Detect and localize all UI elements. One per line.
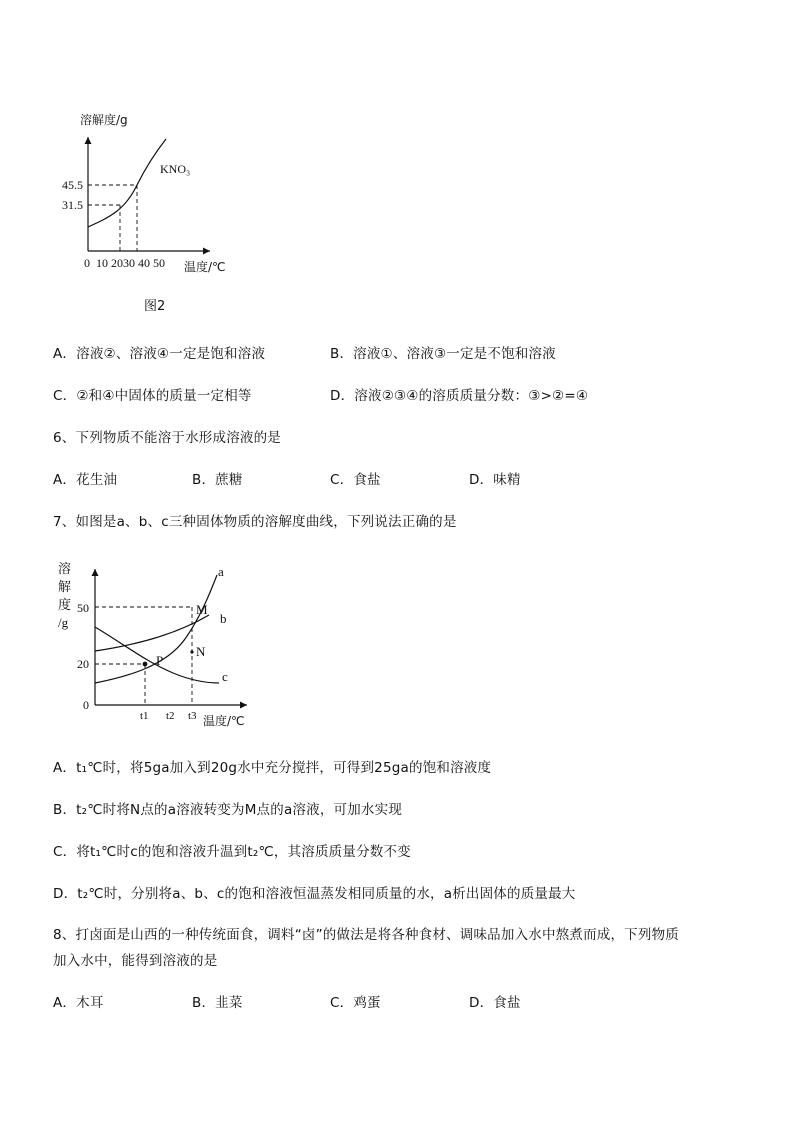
- q8-option-b: B．韭菜: [192, 995, 243, 1011]
- figure1-curve-label: KNO₃: [160, 162, 191, 176]
- q7-option-a: A．t₁℃时，将5ga加入到20g水中充分搅拌，可得到25ga的饱和溶液度: [53, 760, 492, 776]
- figure2-label-b: b: [220, 611, 227, 626]
- figure1-xticks: 0 10 2030 40 50: [84, 256, 165, 270]
- q5-option-b: B．溶液①、溶液③一定是不饱和溶液: [330, 346, 556, 362]
- figure-abc-solubility: [55, 555, 255, 730]
- figure2-label-c: c: [222, 669, 228, 684]
- figure1-caption: 图2: [144, 299, 166, 314]
- figure2-ytick-0: 0: [83, 698, 89, 712]
- q7-option-d: D．t₂℃时，分别将a、b、c的饱和溶液恒温蒸发相同质量的水，a析出固体的质量最大: [53, 886, 576, 902]
- q8-option-a: A．木耳: [53, 995, 104, 1011]
- q6-option-b: B．蔗糖: [192, 472, 243, 488]
- q6-option-c: C．食盐: [330, 472, 381, 488]
- q6-option-d: D．味精: [469, 472, 521, 488]
- q8-stem-line1: 8、打卤面是山西的一种传统面食，调料“卤”的做法是将各种食材、调味品加入水中熬煮而成，下列物质: [53, 927, 679, 943]
- figure2-label-p: P: [156, 653, 164, 668]
- figure2-xtick-t1: t1: [140, 710, 149, 722]
- figure2-ylabel-3: 度: [58, 598, 72, 613]
- figure2-ylabel-4: /g: [58, 615, 69, 630]
- figure1-ylabel: 溶解度/g: [80, 113, 128, 127]
- q6-stem: 6、下列物质不能溶于水形成溶液的是: [53, 430, 281, 446]
- q7-option-b: B．t₂℃时将N点的a溶液转变为M点的a溶液，可加水实现: [53, 802, 403, 818]
- q7-stem: 7、如图是a、b、c三种固体物质的溶解度曲线，下列说法正确的是: [53, 514, 457, 530]
- figure2-xlabel: 温度/℃: [203, 714, 245, 728]
- figure2-point-n: [190, 650, 193, 653]
- figure2-ytick-50: 50: [77, 601, 89, 615]
- q6-option-a: A．花生油: [53, 472, 118, 488]
- figure2-label-a: a: [218, 564, 224, 579]
- q8-option-d: D．食盐: [469, 995, 521, 1011]
- q5-option-c: C．②和④中固体的质量一定相等: [53, 388, 252, 404]
- figure1-ytick-31: 31.5: [62, 198, 83, 212]
- figure2-xtick-t3: t3: [188, 710, 197, 722]
- figure2-point-p: [143, 662, 148, 667]
- q8-stem-line2: 加入水中，能得到溶液的是: [53, 953, 218, 969]
- figure2-label-n: N: [196, 644, 206, 659]
- figure-knoe3-solubility: [62, 105, 270, 275]
- q8-option-c: C．鸡蛋: [330, 995, 381, 1011]
- q5-option-d: D．溶液②③④的溶质质量分数：③>②=④: [330, 388, 589, 404]
- figure2-ylabel-1: 溶: [58, 562, 72, 577]
- figure1-xlabel: 温度/℃: [184, 260, 226, 274]
- figure1-kno3-curve: [88, 139, 166, 227]
- q7-option-c: C．将t₁℃时c的饱和溶液升温到t₂℃，其溶质质量分数不变: [53, 844, 411, 860]
- figure2-label-m: M: [196, 602, 208, 617]
- figure1-ytick-45: 45.5: [62, 178, 83, 192]
- figure2-ylabel-2: 解: [58, 580, 72, 595]
- figure2-xtick-t2: t2: [166, 710, 175, 722]
- q5-option-a: A．溶液②、溶液④一定是饱和溶液: [53, 346, 266, 362]
- figure2-ytick-20: 20: [77, 657, 89, 671]
